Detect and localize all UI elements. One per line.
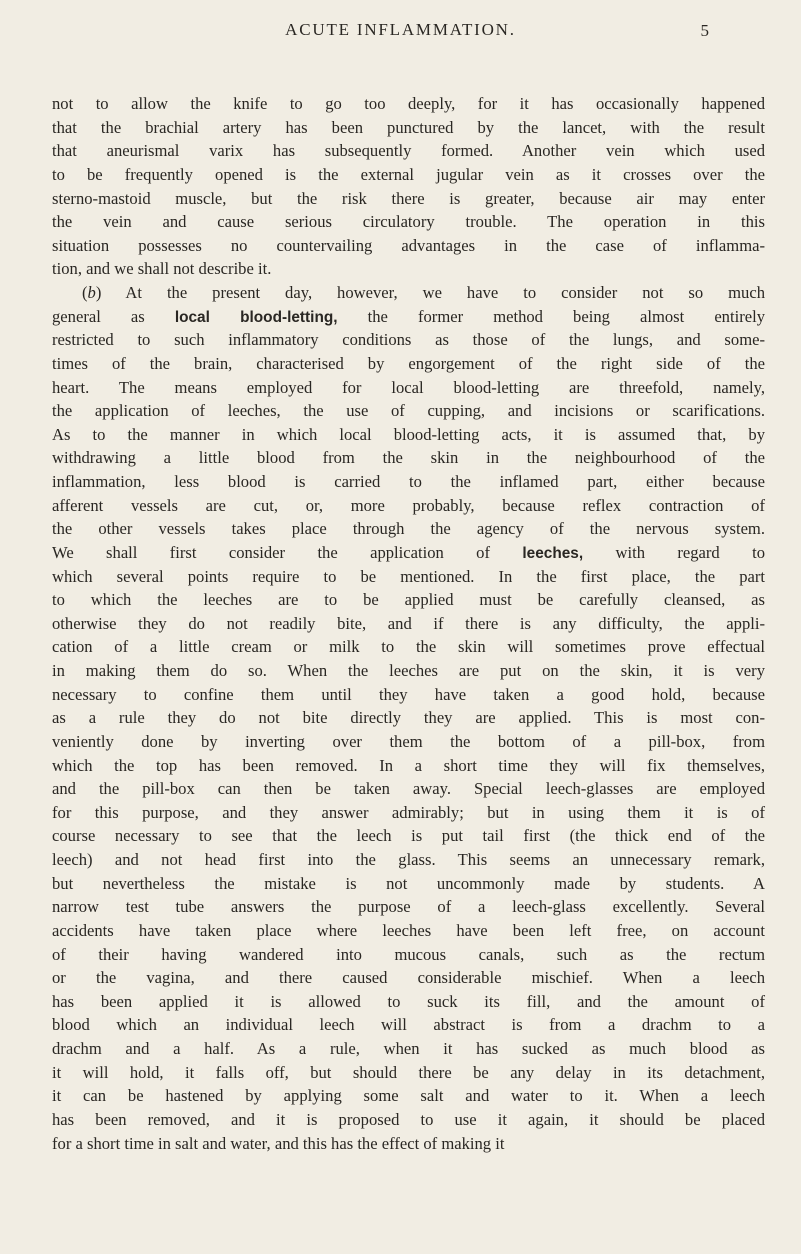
text-line — [52, 706, 765, 730]
text-line — [52, 1108, 765, 1132]
text-line — [52, 966, 765, 990]
text-line — [52, 1084, 765, 1108]
line-text: veniently done by inverting over them the bottom of a pill-box, from — [52, 731, 765, 751]
line-text: for this purpose, and they answer admirably; but in using them it is of — [52, 802, 765, 822]
line-text: which several points require to be mentioned. In the first place, the part — [52, 566, 765, 586]
text-line — [52, 116, 765, 140]
line-text: ) At the present day, however, we have to consider not so much — [95, 283, 765, 302]
body-text — [52, 92, 765, 1155]
line-text: has been applied it is allowed to suck its fill, and the amount of — [52, 991, 765, 1011]
line-text: accidents have taken place where leeches have been left free, on account — [52, 920, 765, 940]
text-line — [52, 234, 765, 258]
text-line — [52, 612, 765, 636]
text-line — [52, 1061, 765, 1085]
line-text: drachm and a half. As a rule, when it has sucked as much blood as — [52, 1039, 765, 1058]
line-text: heart. The means employed for local blood-letting are threefold, namely, — [52, 377, 765, 397]
text-line — [52, 328, 765, 352]
text-line — [52, 895, 765, 919]
line-text: the other vessels takes place through the agency of the nervous system. — [52, 519, 765, 539]
line-text: but nevertheless the mistake is not uncommonly made by students. A — [52, 873, 765, 893]
line-text: leech) and not head first into the glass. This seems an unnecessary remark, — [52, 850, 765, 869]
text-line — [52, 777, 765, 801]
text-line — [52, 281, 765, 305]
text-line — [52, 872, 765, 896]
line-text: for a short time in salt and water, and this has the effect of making it — [52, 1133, 505, 1153]
line-text: otherwise they do not readily bite, and if there is any difficulty, the appli- — [52, 613, 765, 633]
text-line — [52, 399, 765, 423]
running-head: ACUTE INFLAMMATION. — [285, 20, 516, 39]
line-text: We shall first consider the application of — [52, 542, 523, 562]
line-text: which the top has been removed. In a short time they will fix themselves, — [52, 755, 765, 775]
line-text: inflammation, less blood is carried to the inflamed part, either because — [52, 472, 765, 491]
line-text: restricted to such inflammatory conditions as those of the lungs, and some- — [52, 330, 765, 350]
bold-term: leeches, — [522, 544, 584, 562]
text-line — [52, 824, 765, 848]
line-text: the vein and cause serious circulatory trouble. The operation in this — [52, 212, 765, 232]
line-text: situation possesses no countervailing advantages in the case of inflamma- — [52, 235, 765, 255]
page-number: 5 — [700, 21, 709, 40]
line-text: it will hold, it falls off, but should there be any delay in its detachment, — [52, 1062, 765, 1082]
line-text: As to the manner in which local blood-letting acts, it is assumed that, by — [52, 424, 765, 444]
text-line — [52, 588, 765, 612]
line-text: necessary to confine them until they have taken a good hold, because — [52, 684, 765, 704]
text-line — [52, 139, 765, 163]
line-text: general as — [52, 306, 175, 326]
line-text: cation of a little cream or milk to the skin will sometimes prove effectual — [52, 637, 765, 657]
text-line — [52, 1037, 765, 1061]
text-line — [52, 257, 765, 281]
line-text: ( — [82, 283, 88, 302]
text-line — [52, 517, 765, 541]
line-text: and the pill-box can then be taken away. Special leech-glasses are employed — [52, 779, 765, 799]
text-line — [52, 730, 765, 754]
line-text: has been removed, and it is proposed to use it again, it should be placed — [52, 1109, 765, 1129]
line-text: that the brachial artery has been punctured by the lancet, with the result — [52, 117, 765, 137]
text-line — [52, 990, 765, 1014]
text-line — [52, 801, 765, 825]
text-line — [52, 494, 765, 518]
line-text: withdrawing a little blood from the skin in the neighbourhood of the — [52, 448, 765, 468]
text-line — [52, 352, 765, 376]
line-text: narrow test tube answers the purpose of a leech-glass excellently. Several — [52, 897, 765, 917]
line-text: with regard to — [583, 542, 766, 562]
line-text: course necessary to see that the leech is put tail first (the thick end of the — [52, 826, 765, 846]
text-line — [52, 541, 765, 565]
line-text: tion, and we shall not describe it. — [52, 259, 272, 279]
text-line — [52, 210, 765, 234]
line-text: in making them do so. When the leeches are put on the skin, it is very — [52, 661, 765, 680]
text-line — [52, 92, 765, 116]
text-line — [52, 635, 765, 659]
bold-term: local blood-letting, — [174, 308, 338, 326]
text-line — [52, 305, 765, 329]
text-line — [52, 943, 765, 967]
line-text: that aneurismal varix has subsequently formed. Another vein which used — [52, 141, 765, 161]
text-line — [52, 754, 765, 778]
line-text: the former method being almost entirely — [337, 306, 765, 326]
text-line — [52, 376, 765, 400]
line-text: afferent vessels are cut, or, more probably, because reflex contraction of — [52, 495, 765, 515]
text-line — [52, 187, 765, 211]
line-text: not to allow the knife to go too deeply, for it has occasionally happened — [52, 94, 765, 113]
text-line — [52, 1013, 765, 1037]
line-text: it can be hastened by applying some salt and water to it. When a leech — [52, 1086, 765, 1106]
text-line — [52, 163, 765, 187]
line-text: times of the brain, characterised by engorgement of the right side of the — [52, 353, 765, 373]
italic-text: b — [87, 283, 96, 302]
line-text: or the vagina, and there caused considerable mischief. When a leech — [52, 968, 765, 988]
line-text: to which the leeches are to be applied must be carefully cleansed, as — [52, 590, 765, 610]
line-text: to be frequently opened is the external jugular vein as it crosses over the — [52, 164, 765, 184]
line-text: the application of leeches, the use of cupping, and incisions or scarifications. — [52, 401, 765, 421]
text-line — [52, 848, 765, 872]
text-line — [52, 919, 765, 943]
line-text: blood which an individual leech will abstract is from a drachm to a — [52, 1015, 765, 1035]
text-line — [52, 565, 765, 589]
page-header — [0, 18, 801, 44]
text-line — [52, 1132, 765, 1156]
text-line — [52, 683, 765, 707]
text-line — [52, 446, 765, 470]
text-line — [52, 423, 765, 447]
text-line — [52, 659, 765, 683]
line-text: sterno-mastoid muscle, but the risk there is greater, because air may enter — [52, 188, 765, 208]
text-line — [52, 470, 765, 494]
line-text: of their having wandered into mucous canals, such as the rectum — [52, 944, 765, 964]
line-text: as a rule they do not bite directly they are applied. This is most con- — [52, 708, 765, 728]
